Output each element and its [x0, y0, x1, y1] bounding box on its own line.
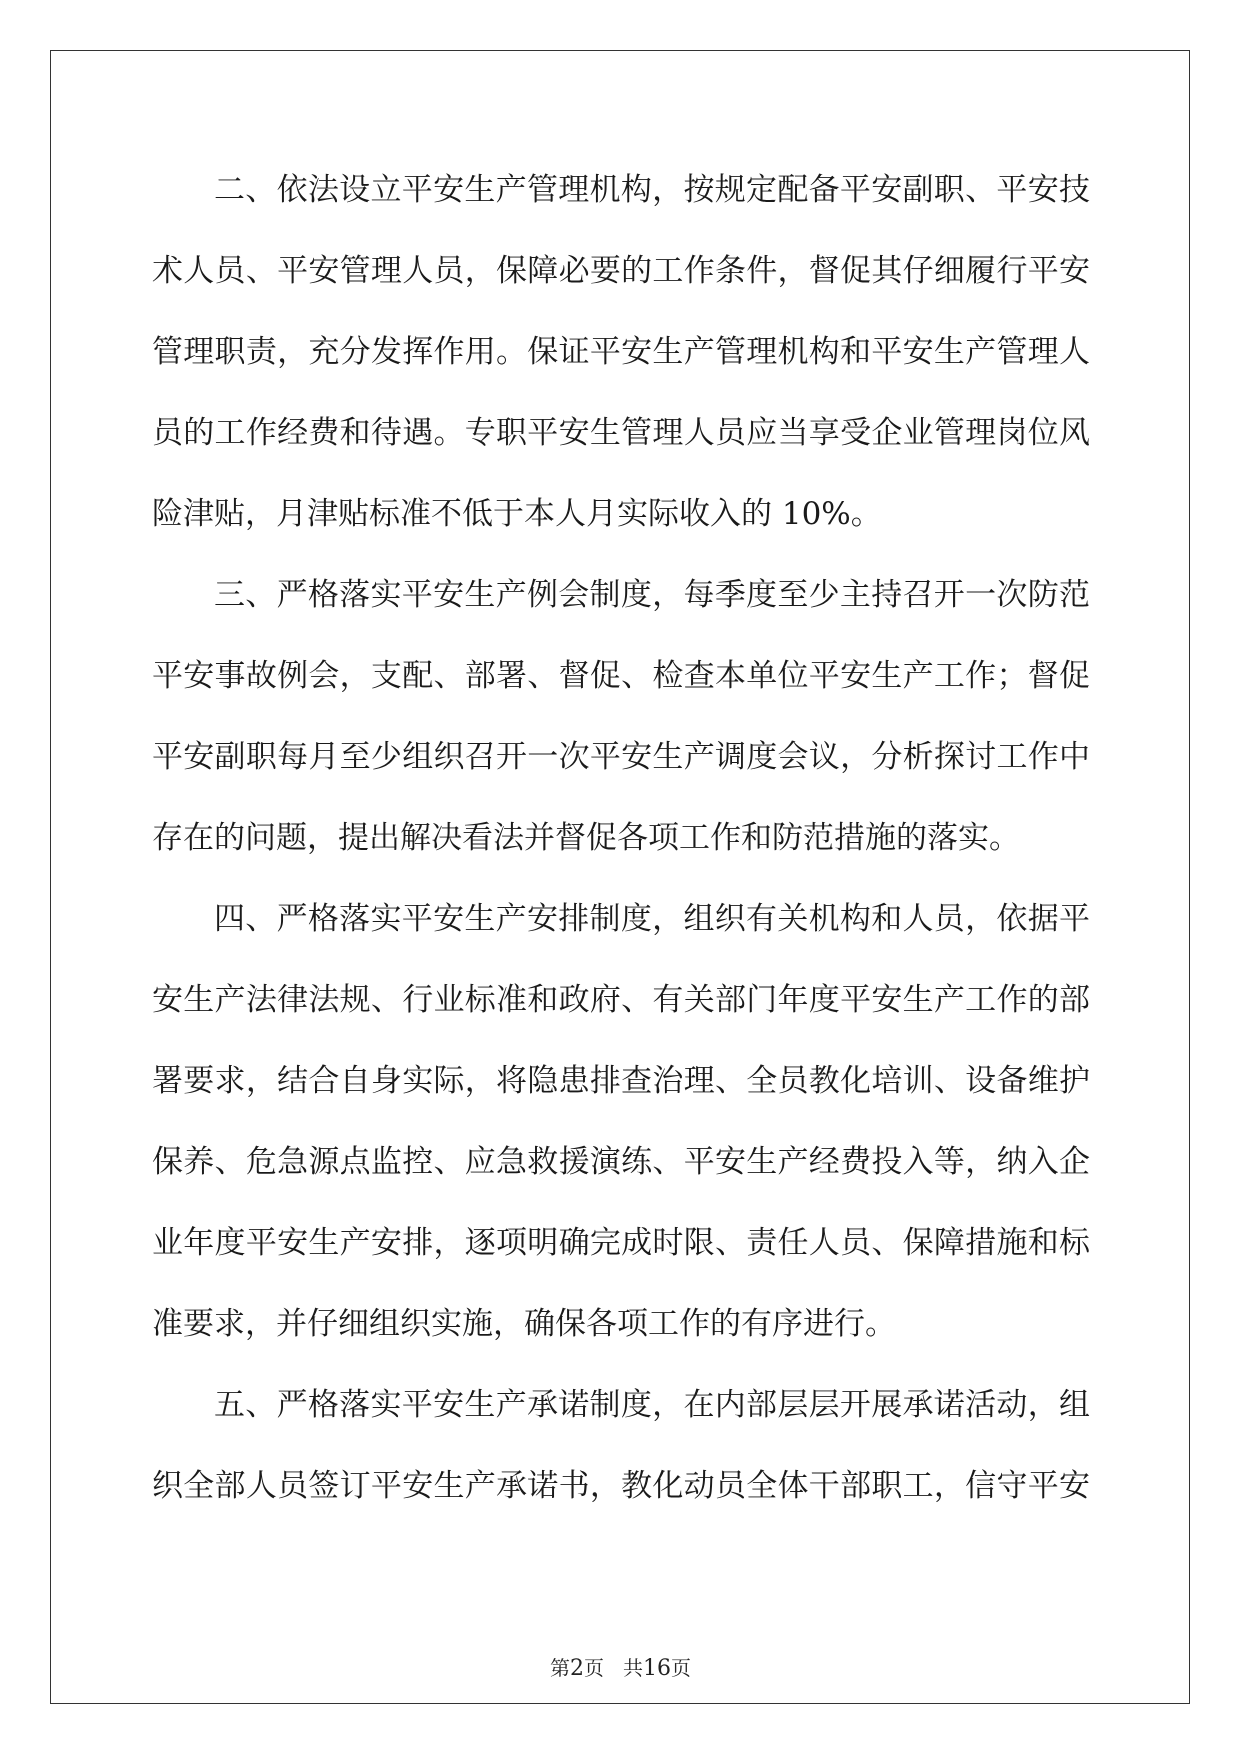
text-line: 员的工作经费和待遇。专职平安生管理人员应当享受企业管理岗位风	[152, 415, 1090, 451]
text-line: 准要求，并仔细组织实施，确保各项工作的有序进行。	[152, 1306, 896, 1342]
total-pages: 16	[643, 1656, 672, 1681]
text-line: 术人员、平安管理人员，保障必要的工作条件，督促其仔细履行平安	[152, 253, 1090, 289]
text-line: 管理职责，充分发挥作用。保证平安生产管理机构和平安生产管理人	[152, 334, 1090, 370]
text-line: 安生产法律法规、行业标准和政府、有关部门年度平安生产工作的部	[152, 982, 1090, 1018]
text-line: 保养、危急源点监控、应急救援演练、平安生产经费投入等，纳入企	[152, 1144, 1090, 1180]
text-line: 三、严格落实平安生产例会制度，每季度至少主持召开一次防范	[214, 577, 1090, 613]
text-line: 五、严格落实平安生产承诺制度，在内部层层开展承诺活动，组	[214, 1387, 1090, 1423]
page-footer	[0, 1652, 1241, 1681]
page-suffix: 页	[583, 1656, 604, 1680]
page-number: 2	[569, 1656, 584, 1681]
text-line: 平安事故例会，支配、部署、督促、检查本单位平安生产工作；督促	[152, 658, 1090, 694]
text-line: 织全部人员签订平安生产承诺书，教化动员全体干部职工，信守平安	[152, 1468, 1090, 1504]
page-prefix: 第	[549, 1656, 570, 1680]
text-line: 平安副职每月至少组织召开一次平安生产调度会议，分析探讨工作中	[152, 739, 1090, 775]
text-line: 二、依法设立平安生产管理机构，按规定配备平安副职、平安技	[214, 172, 1090, 208]
total-suffix: 页	[671, 1656, 692, 1680]
document-body	[152, 158, 1090, 1535]
text-line: 存在的问题，提出解决看法并督促各项工作和防范措施的落实。	[152, 820, 1020, 856]
text-line: 署要求，结合自身实际，将隐患排查治理、全员教化培训、设备维护	[152, 1063, 1090, 1099]
text-line: 险津贴，月津贴标准不低于本人月实际收入的 10%。	[152, 496, 882, 532]
total-prefix: 共	[623, 1656, 644, 1680]
text-line: 四、严格落实平安生产安排制度，组织有关机构和人员，依据平	[214, 901, 1090, 937]
text-line: 业年度平安生产安排，逐项明确完成时限、责任人员、保障措施和标	[152, 1225, 1090, 1261]
